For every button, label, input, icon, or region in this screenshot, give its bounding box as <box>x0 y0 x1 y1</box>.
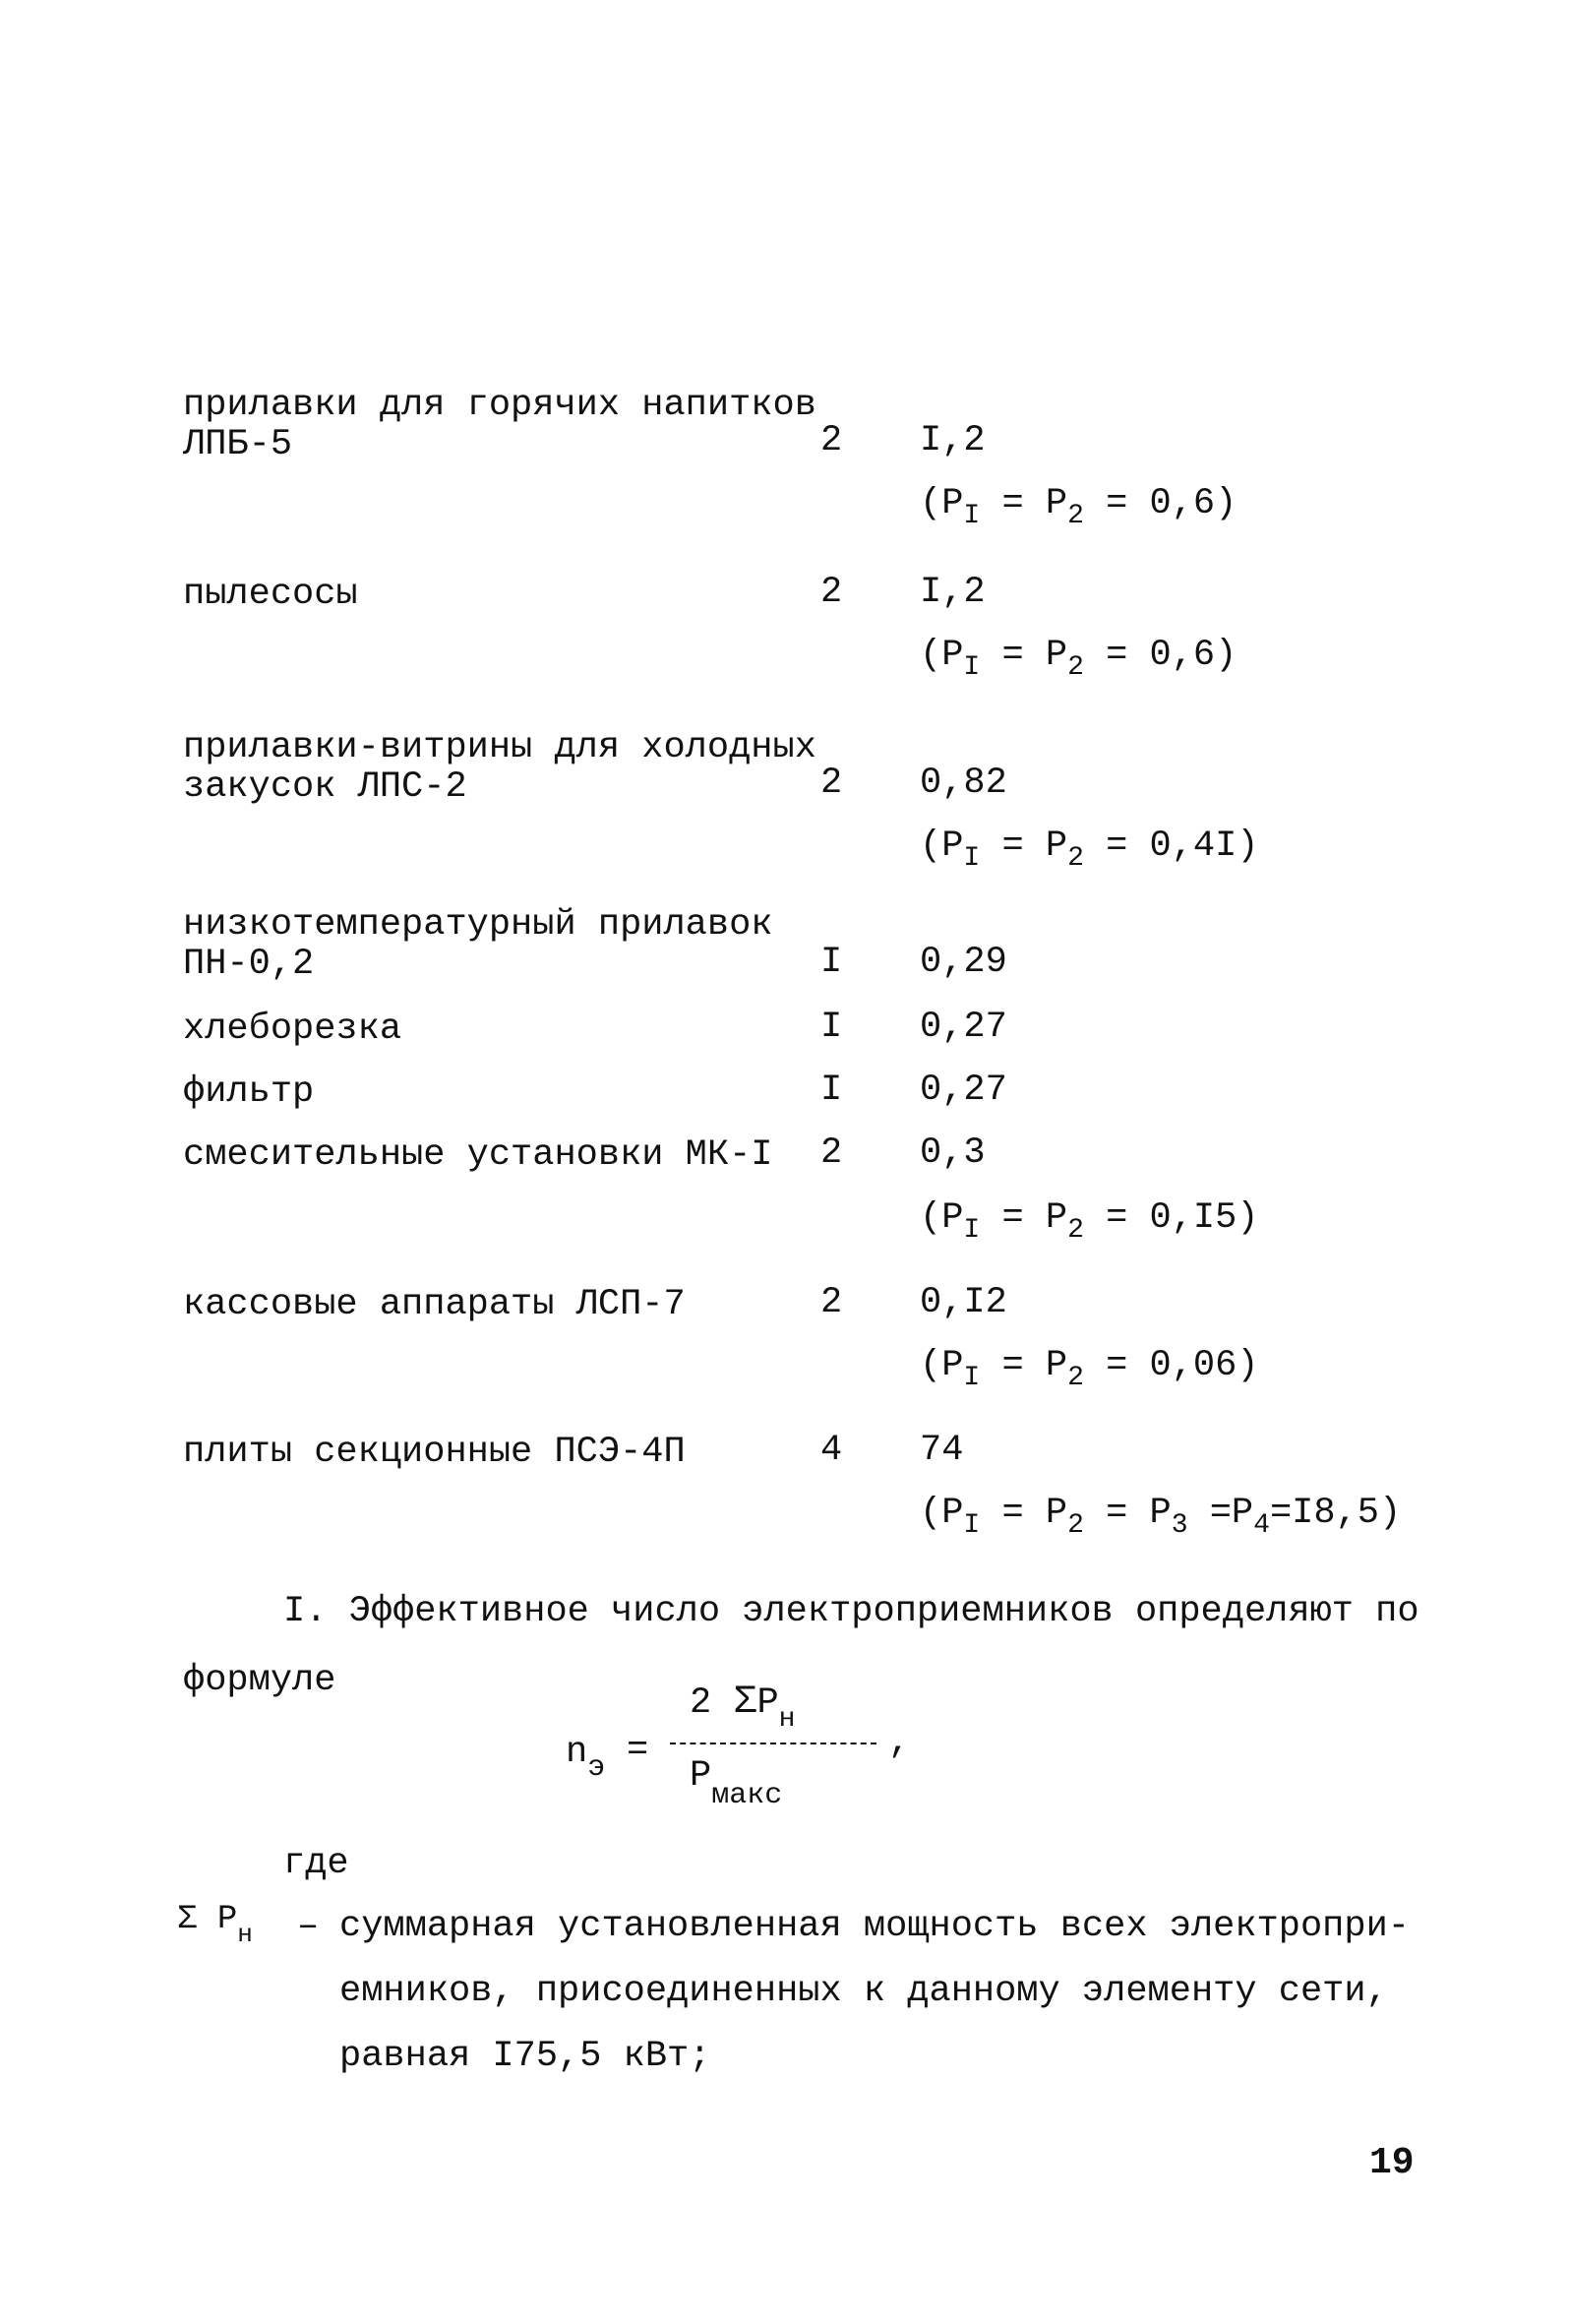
equipment-quantity: 2 <box>820 1282 843 1323</box>
power-split: $(P_I = P_2 = 0,06)$ <box>920 1345 1259 1393</box>
definition-line: емников, присоединенных к данному элементу сети, <box>339 1971 1388 2012</box>
equipment-name <box>183 1285 793 1324</box>
equipment-name <box>183 385 816 465</box>
power-split: $(P_I = P_2 = 0,6)$ <box>920 635 1237 683</box>
equipment-name-line: смесительные установки МК-I <box>183 1134 773 1176</box>
equipment-name-line: прилавки-витрины для холодных <box>183 727 816 768</box>
formula-lhs: $n_э$ <box>566 1732 606 1785</box>
equipment-name <box>183 575 793 614</box>
equipment-quantity: 2 <box>820 572 843 613</box>
equipment-quantity: I <box>820 1070 843 1111</box>
definition-line: равная I75,5 кВт; <box>339 2036 711 2077</box>
equipment-name <box>183 1433 793 1472</box>
equipment-power: I,2 <box>920 572 986 613</box>
power-split: $(P_I = P_2 = 0,6)$ <box>920 483 1237 531</box>
equipment-name-line: низкотемпературный прилавок <box>183 904 773 946</box>
equipment-quantity: 2 <box>820 420 843 461</box>
page-number: 19 <box>1369 2142 1415 2184</box>
equipment-power: 0,82 <box>920 763 1007 804</box>
formula-numerator: 2 $\Sigma P_н$ <box>690 1681 796 1735</box>
formula-equals: = <box>627 1730 649 1771</box>
equipment-name <box>183 1009 793 1049</box>
definition-dash: – <box>297 1906 320 1947</box>
formula-denominator: $P_{макс}$ <box>690 1755 783 1812</box>
equipment-quantity: 2 <box>820 1132 843 1174</box>
equipment-name-line: прилавки для горячих напитков <box>183 385 816 426</box>
equipment-power: 0,3 <box>920 1132 986 1174</box>
equipment-name-line: фильтр <box>183 1071 315 1113</box>
formula-comma: , <box>888 1722 911 1763</box>
sum-symbol: Σ $P_н$ <box>177 1901 253 1949</box>
equipment-quantity: I <box>820 942 843 983</box>
equipment-name-line: хлеборезка <box>183 1009 402 1050</box>
equipment-power: 74 <box>920 1430 964 1471</box>
equipment-power: I,2 <box>920 420 986 461</box>
equipment-name-line: ЛПБ-5 <box>183 424 293 465</box>
equipment-quantity: I <box>820 1007 843 1048</box>
equipment-power: 0,I2 <box>920 1282 1007 1323</box>
fraction-bar <box>670 1743 876 1744</box>
equipment-quantity: 4 <box>820 1430 843 1471</box>
equipment-quantity: 2 <box>820 763 843 804</box>
power-split: $(P_I = P_2 = 0,I5)$ <box>920 1197 1259 1246</box>
where-label: где <box>283 1843 349 1884</box>
equipment-power: 0,27 <box>920 1007 1007 1048</box>
equipment-name-line: кассовые аппараты ЛСП-7 <box>183 1284 686 1325</box>
definition-line: суммарная установленная мощность всех электропри- <box>339 1906 1410 1947</box>
power-split: $(P_I = P_2 = P_3 =P_4=I8,5)$ <box>920 1493 1402 1541</box>
equipment-power: 0,27 <box>920 1070 1007 1111</box>
equipment-power: 0,29 <box>920 942 1007 983</box>
equipment-name-line: пылесосы <box>183 574 358 615</box>
power-split: $(P_I = P_2 = 0,4I)$ <box>920 826 1259 874</box>
equipment-name <box>183 1135 793 1175</box>
equipment-name-line: ПН-0,2 <box>183 944 315 985</box>
equipment-name-line: закусок ЛПС-2 <box>183 766 467 808</box>
equipment-name <box>183 905 793 984</box>
equipment-name <box>183 1072 793 1112</box>
effective-number-formula <box>566 1678 939 1815</box>
paragraph-line: I. Эффективное число электроприемников определяют по <box>283 1591 1419 1632</box>
equipment-name <box>183 727 816 808</box>
paragraph-line: формуле <box>183 1660 336 1701</box>
equipment-name-line: плиты секционные ПСЭ-4П <box>183 1432 686 1473</box>
